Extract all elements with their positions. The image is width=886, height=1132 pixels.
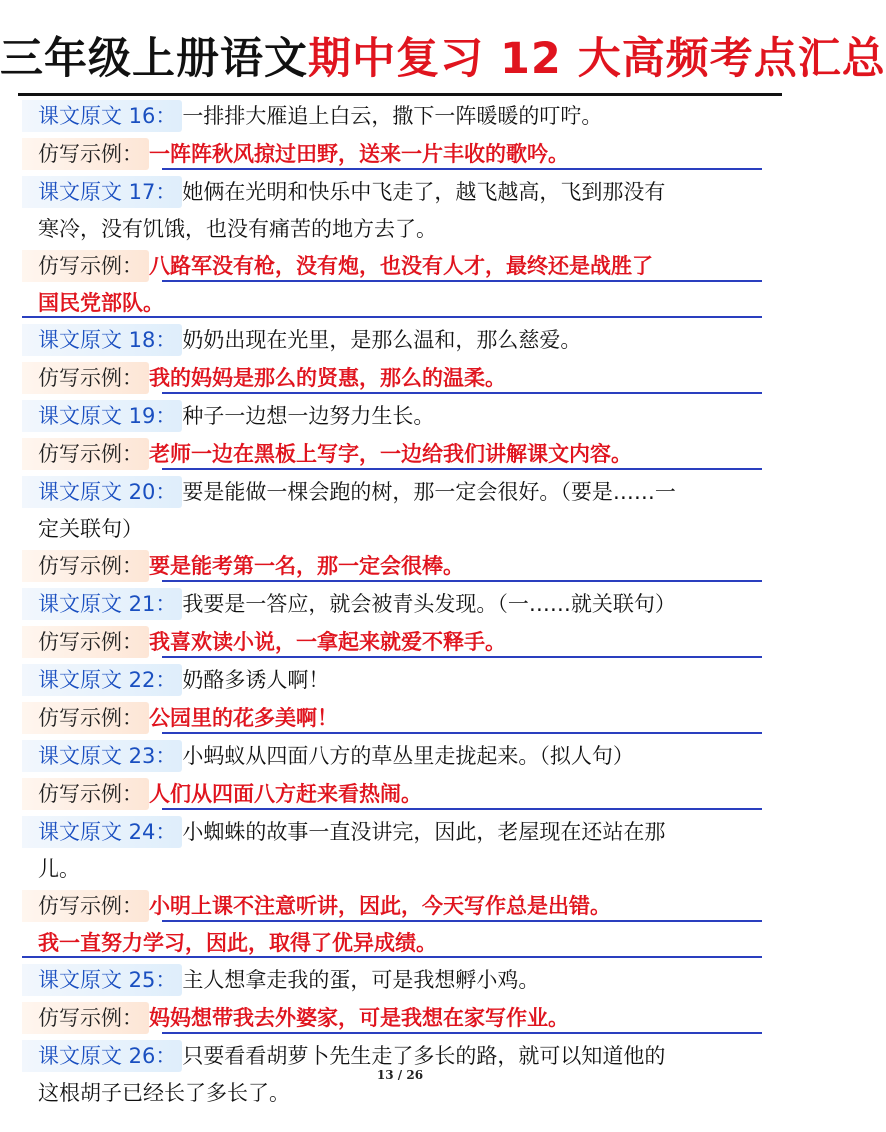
page-title xyxy=(0,26,886,92)
imitation-underline xyxy=(162,468,762,470)
imitation-example-row xyxy=(22,546,767,584)
imitation-underline xyxy=(162,168,762,170)
imitation-example-row xyxy=(22,924,767,960)
original-text-row xyxy=(22,850,767,886)
imitation-underline xyxy=(162,392,762,394)
original-label: 课文原文 21： xyxy=(22,588,182,620)
original-label: 课文原文 25： xyxy=(22,964,182,996)
imitation-example-row xyxy=(22,134,767,172)
original-label: 课文原文 16： xyxy=(22,100,182,132)
imitation-label: 仿写示例： xyxy=(22,702,149,734)
original-label: 课文原文 18： xyxy=(22,324,182,356)
imitation-underline xyxy=(162,580,762,582)
original-label: 课文原文 20： xyxy=(22,476,182,508)
imitation-text: 妈妈想带我去外婆家，可是我想在家写作业。 xyxy=(149,1006,569,1030)
original-text: 种子一边想一边努力生长。 xyxy=(182,404,435,428)
imitation-text: 小明上课不注意听讲，因此，今天写作总是出错。 xyxy=(149,894,611,918)
imitation-example-row xyxy=(22,622,767,660)
imitation-label: 仿写示例： xyxy=(22,250,149,282)
original-text: 这根胡子已经长了多长了。 xyxy=(38,1081,290,1105)
original-text: 小蜘蛛的故事一直没讲完，因此，老屋现在还站在那 xyxy=(182,820,666,844)
imitation-label: 仿写示例： xyxy=(22,550,149,582)
original-text-row xyxy=(22,96,767,134)
original-text-row xyxy=(22,172,767,210)
imitation-text: 一阵阵秋风掠过田野，送来一片丰收的歌吟。 xyxy=(149,142,569,166)
imitation-text: 我的妈妈是那么的贤惠，那么的温柔。 xyxy=(149,366,506,390)
original-text-row xyxy=(22,812,767,850)
original-text: 一排排大雁追上白云，撒下一阵暖暖的叮咛。 xyxy=(182,104,603,128)
imitation-text: 八路军没有枪，没有炮，也没有人才，最终还是战胜了 xyxy=(149,254,653,278)
original-text-row xyxy=(22,960,767,998)
original-text: 奶奶出现在光里，是那么温和，那么慈爱。 xyxy=(182,328,582,352)
original-text: 奶酪多诱人啊！ xyxy=(182,668,330,692)
original-label: 课文原文 19： xyxy=(22,400,182,432)
imitation-label: 仿写示例： xyxy=(22,626,149,658)
imitation-text: 国民党部队。 xyxy=(38,291,164,315)
imitation-text: 我一直努力学习，因此，取得了优异成绩。 xyxy=(38,931,437,955)
imitation-text: 要是能考第一名，那一定会很棒。 xyxy=(149,554,464,578)
imitation-example-row xyxy=(22,774,767,812)
original-label: 课文原文 22： xyxy=(22,664,182,696)
title-part-black: 三年级上册语文 xyxy=(0,34,308,84)
original-text-row xyxy=(22,320,767,358)
imitation-example-row xyxy=(22,246,767,284)
imitation-underline xyxy=(162,656,762,658)
imitation-text: 人们从四面八方赶来看热闹。 xyxy=(149,782,422,806)
original-text: 只要看看胡萝卜先生走了多长的路，就可以知道他的 xyxy=(182,1044,666,1068)
original-text: 我要是一答应，就会被青头发现。（一……就关联句） xyxy=(182,592,676,616)
imitation-underline xyxy=(162,280,762,282)
original-text: 寒冷，没有饥饿，也没有痛苦的地方去了。 xyxy=(38,217,437,241)
imitation-text: 我喜欢读小说，一拿起来就爱不释手。 xyxy=(149,630,506,654)
original-text-row xyxy=(22,396,767,434)
imitation-text: 老师一边在黑板上写字，一边给我们讲解课文内容。 xyxy=(149,442,632,466)
original-text-row xyxy=(22,510,767,546)
original-label: 课文原文 24： xyxy=(22,816,182,848)
original-label: 课文原文 26： xyxy=(22,1040,182,1072)
original-text-row xyxy=(22,472,767,510)
original-text: 儿。 xyxy=(38,857,80,881)
exercise-list xyxy=(22,96,767,1110)
imitation-underline xyxy=(22,316,762,318)
original-text-row xyxy=(22,736,767,774)
imitation-text: 公园里的花多美啊！ xyxy=(149,706,338,730)
imitation-label: 仿写示例： xyxy=(22,1002,149,1034)
original-text: 主人想拿走我的蛋，可是我想孵小鸡。 xyxy=(182,968,540,992)
imitation-label: 仿写示例： xyxy=(22,362,149,394)
imitation-label: 仿写示例： xyxy=(22,890,149,922)
page-number: 13 / 26 xyxy=(376,1068,424,1082)
original-text-row xyxy=(22,210,767,246)
original-text: 要是能做一棵会跑的树，那一定会很好。（要是……一 xyxy=(182,480,676,504)
original-text-row xyxy=(22,584,767,622)
title-part-red: 期中复习 12 大高频考点汇总 xyxy=(308,34,886,84)
imitation-underline xyxy=(162,920,762,922)
imitation-underline xyxy=(162,808,762,810)
original-label: 课文原文 17： xyxy=(22,176,182,208)
imitation-underline xyxy=(22,956,762,958)
imitation-example-row xyxy=(22,434,767,472)
original-text: 小蚂蚁从四面八方的草丛里走拢起来。（拟人句） xyxy=(182,744,634,768)
imitation-underline xyxy=(162,1032,762,1034)
original-text-row xyxy=(22,660,767,698)
original-text: 她俩在光明和快乐中飞走了，越飞越高，飞到那没有 xyxy=(182,180,666,204)
imitation-example-row xyxy=(22,698,767,736)
imitation-example-row xyxy=(22,998,767,1036)
imitation-label: 仿写示例： xyxy=(22,778,149,810)
imitation-example-row xyxy=(22,886,767,924)
imitation-label: 仿写示例： xyxy=(22,138,149,170)
imitation-underline xyxy=(162,732,762,734)
original-label: 课文原文 23： xyxy=(22,740,182,772)
original-text: 定关联句） xyxy=(38,517,143,541)
imitation-example-row xyxy=(22,284,767,320)
imitation-label: 仿写示例： xyxy=(22,438,149,470)
imitation-example-row xyxy=(22,358,767,396)
